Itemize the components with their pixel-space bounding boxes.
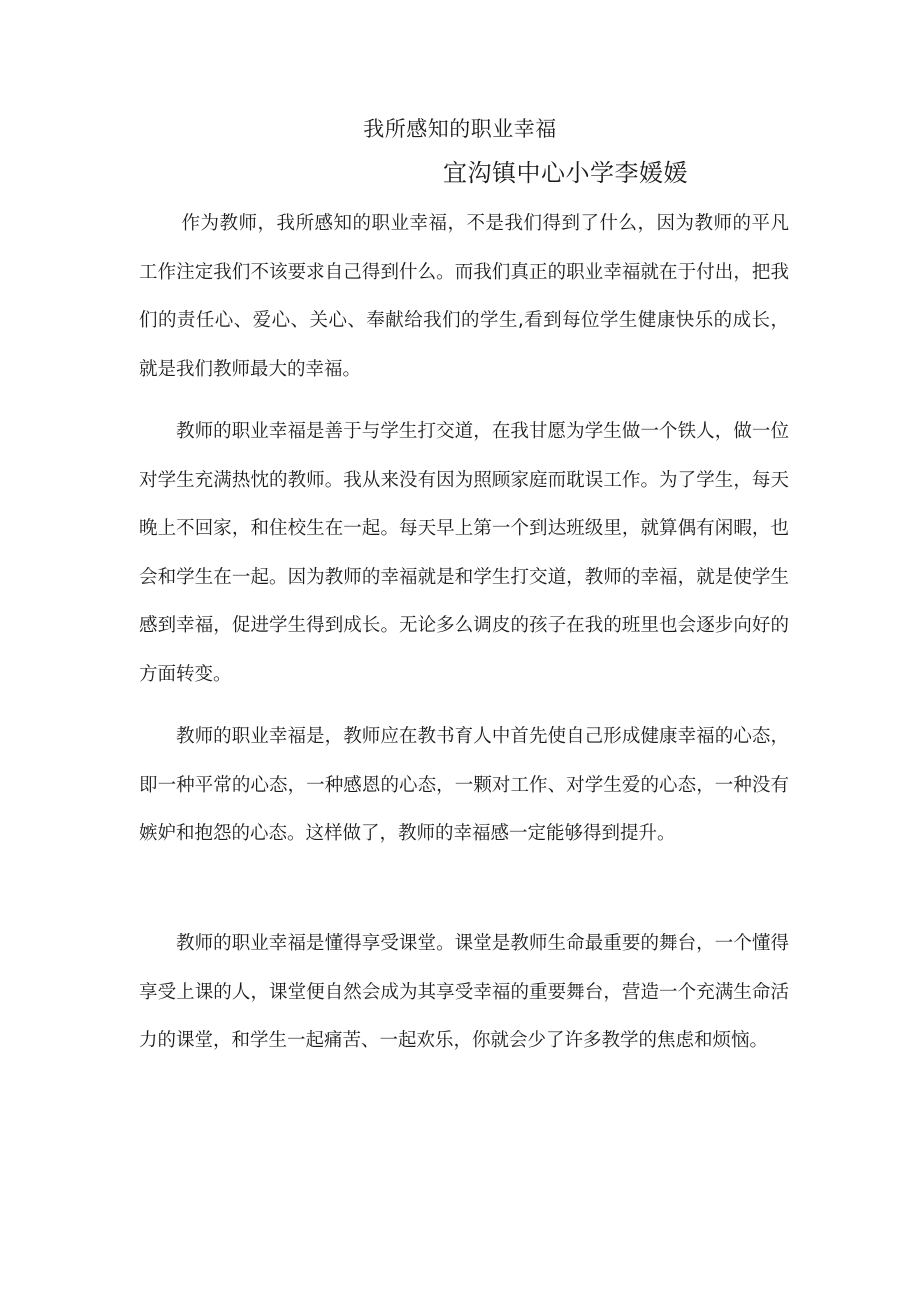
paragraph-2: 教师的职业幸福是善于与学生打交道，在我甘愿为学生做一个铁人，做一位对学生充满热忱的教师。我从来没有因为照顾家庭而耽误工作。为了学生，每天晚上不回家，和住校生在一起。每天早上第一个到达班级里，就算偶有闲暇，也会和学生在一起。因为教师的幸福就是和学生打交道，教师的幸福，就是使学生感到幸福，促进学生得到成长。无论多么调皮的孩子在我的班里也会逐步向好的方面转变。 bbox=[139, 421, 789, 685]
document-author: 宜沟镇中心小学李媛媛 bbox=[443, 159, 688, 187]
document-title: 我所感知的职业幸福 bbox=[363, 117, 557, 141]
paragraph-4: 教师的职业幸福是懂得享受课堂。课堂是教师生命最重要的舞台，一个懂得享受上课的人，课堂便自然会成为其享受幸福的重要舞台，营造一个充满生命活力的课堂，和学生一起痛苦、一起欢乐，你就会少了许多教学的焦虑和烦恼。 bbox=[139, 933, 789, 1051]
paragraph-1: 作为教师，我所感知的职业幸福，不是我们得到了什么，因为教师的平凡工作注定我们不该要求自己得到什么。而我们真正的职业幸福就在于付出，把我们的责任心、爱心、关心、奉献给我们的学生,看到每位学生健康快乐的成长，就是我们教师最大的幸福。 bbox=[139, 213, 789, 380]
paragraph-3: 教师的职业幸福是，教师应在教书育人中首先使自己形成健康幸福的心态，即一种平常的心态，一种感恩的心态，一颗对工作、对学生爱的心态，一种没有嫉妒和抱怨的心态。这样做了，教师的幸福感一定能够得到提升。 bbox=[139, 726, 789, 844]
